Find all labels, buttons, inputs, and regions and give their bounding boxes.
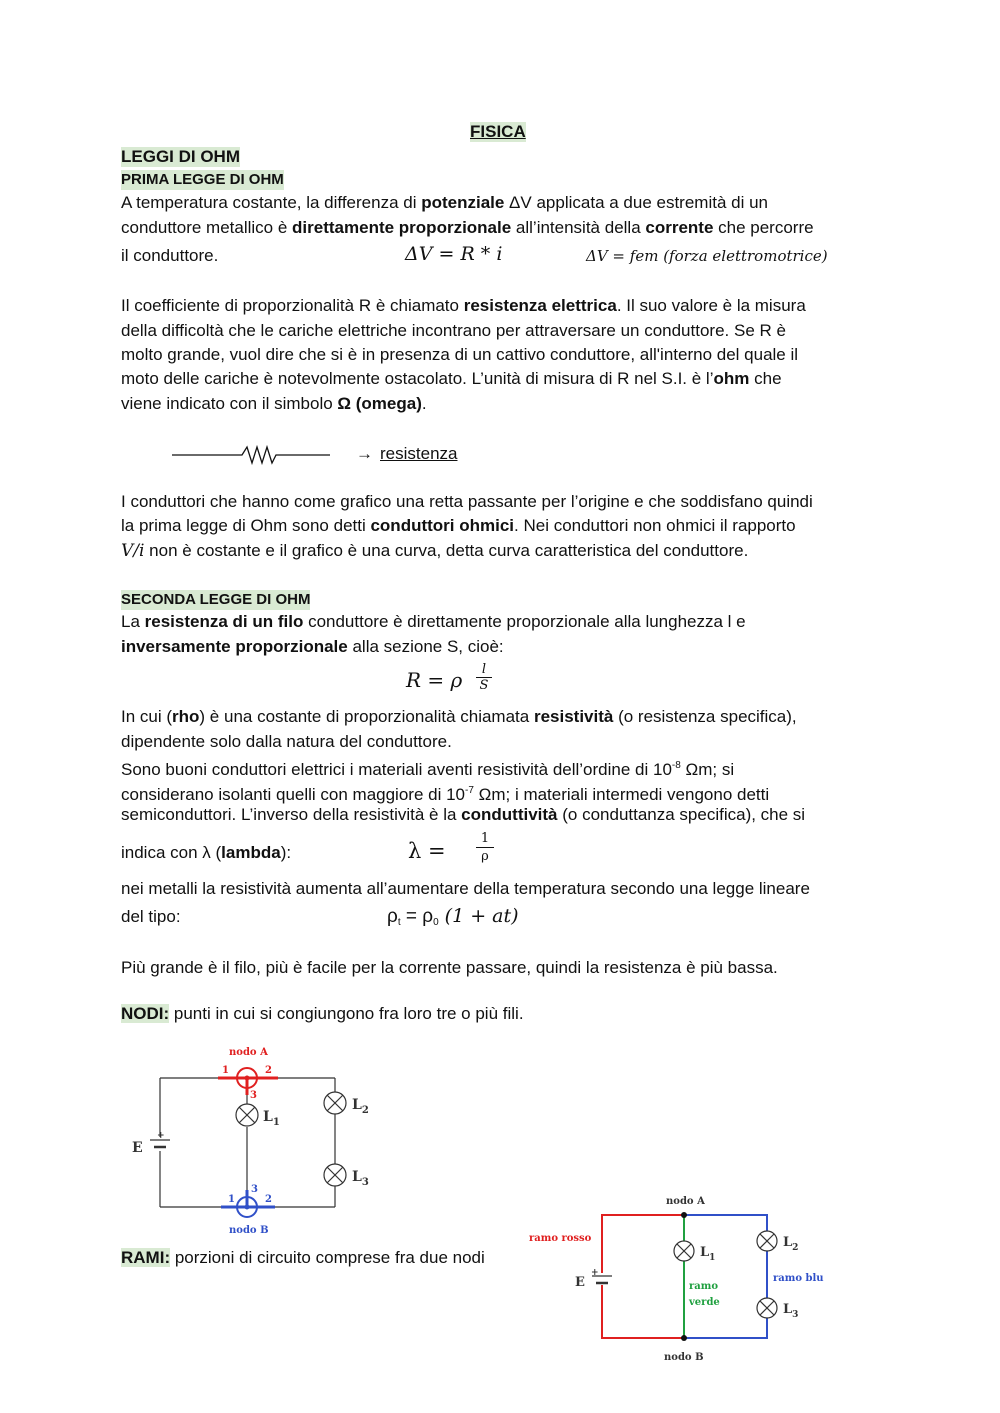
battery-icon bbox=[150, 1140, 170, 1147]
paragraph-line: il conduttore. bbox=[121, 246, 219, 265]
svg-text:1: 1 bbox=[222, 1065, 229, 1076]
svg-text:L3: $L_3$ bbox=[783, 1302, 799, 1320]
blue-branch bbox=[684, 1215, 767, 1338]
paragraph-line: indica con λ (lambda): bbox=[121, 843, 292, 862]
paragraph-line: Più grande è il filo, più è facile per la corrente passare, quindi la resistenza è più bassa. bbox=[121, 958, 778, 977]
lamp-icon-l3 bbox=[757, 1298, 777, 1318]
heading-leggi-di-ohm: LEGGI DI OHM bbox=[121, 147, 240, 166]
paragraph-line: conduttore metallico è direttamente proporzionale all’intensità della corrente che percorre bbox=[121, 218, 814, 237]
svg-text:L1: $L_1$ bbox=[263, 1109, 280, 1128]
circuit-diagram-nodes bbox=[125, 1040, 385, 1240]
paragraph-line: inversamente proporzionale alla sezione S, cioè: bbox=[121, 637, 504, 656]
svg-text:nodo A: nodo A bbox=[229, 1047, 268, 1058]
svg-text:nodo B: nodo B bbox=[229, 1225, 269, 1236]
paragraph-line: A temperatura costante, la differenza di potenziale ΔV applicata a due estremità di un bbox=[121, 193, 769, 212]
rami-definition: RAMI: porzioni di circuito comprese fra due nodi bbox=[121, 1248, 485, 1267]
formula-rho-temperature: $\rho_t = \rho_0$ (1 + at) bbox=[387, 905, 519, 928]
svg-text:L1: $L_1$ bbox=[700, 1245, 716, 1263]
svg-text:2: 2 bbox=[265, 1065, 272, 1076]
svg-text:verde: verde bbox=[689, 1297, 720, 1308]
svg-text:ramo rosso: ramo rosso bbox=[529, 1233, 592, 1244]
paragraph-line: della difficoltà che le cariche elettriche incontrano per attraversare un conduttore. Se R è bbox=[121, 321, 786, 340]
heading-seconda-legge: SECONDA LEGGE DI OHM bbox=[121, 591, 311, 608]
paragraph-line: viene indicato con il simbolo Ω (omega). bbox=[121, 394, 427, 413]
paragraph-line: moto delle cariche è notevolmente ostacolato. L’unità di misura di R nel S.I. è l’ohm che bbox=[121, 369, 782, 388]
svg-text:L2: $L_2$ bbox=[352, 1097, 369, 1116]
resistor-arrow: → bbox=[356, 444, 373, 463]
svg-text:ramo: ramo bbox=[689, 1281, 718, 1292]
svg-text:+: + bbox=[157, 1131, 165, 1141]
paragraph-line: In cui (rho) è una costante di proporzionalità chiamata resistività (o resistenza specifica), bbox=[121, 707, 797, 726]
formula-second-law bbox=[406, 668, 462, 693]
svg-text:E: E bbox=[132, 1140, 143, 1156]
circuit-diagram-branches bbox=[525, 1188, 840, 1368]
svg-text:E: E bbox=[575, 1275, 585, 1290]
svg-text:ramo blu: ramo blu bbox=[773, 1273, 824, 1284]
paragraph-line: V/i non è costante e il grafico è una curva, detta curva caratteristica del conduttore. bbox=[121, 541, 749, 561]
svg-text:2: 2 bbox=[265, 1194, 272, 1205]
svg-text:3: 3 bbox=[250, 1090, 257, 1101]
resistor-label: resistenza bbox=[380, 444, 458, 463]
paragraph-line: la prima legge di Ohm sono detti conduttori ohmici. Nei conduttori non ohmici il rapporto bbox=[121, 516, 796, 535]
paragraph-line: molto grande, vuol dire che si è in presenza di un cattivo conduttore, all'interno del quale il bbox=[121, 345, 799, 364]
svg-text:nodo B: nodo B bbox=[664, 1352, 704, 1363]
svg-text:1: 1 bbox=[228, 1194, 235, 1205]
paragraph-line: I conduttori che hanno come grafico una retta passante per l’origine e che soddisfano quindi bbox=[121, 492, 813, 511]
paragraph-line: Sono buoni conduttori elettrici i materiali aventi resistività dell’ordine di $10^{-8}$ Ωm; si bbox=[121, 760, 735, 779]
lamp-icon-l3 bbox=[324, 1164, 346, 1186]
lamp-icon-l2 bbox=[324, 1092, 346, 1114]
red-branch bbox=[602, 1215, 684, 1338]
nodi-definition: NODI: punti in cui si congiungono fra loro tre o più fili. bbox=[121, 1004, 524, 1023]
formula-lambda: λ = bbox=[408, 839, 446, 863]
lamp-icon-l1 bbox=[236, 1104, 258, 1126]
formula-fem: ΔV = fem (forza elettromotrice) bbox=[586, 247, 828, 265]
formula-lambda-fraction: $\frac{1}{\rho}$ bbox=[476, 830, 494, 865]
svg-text:nodo A: nodo A bbox=[666, 1196, 705, 1207]
lamp-icon-l1 bbox=[674, 1241, 694, 1261]
formula-second-law-fraction: $\frac{l}{S}$ bbox=[476, 662, 492, 693]
page-title: FISICA bbox=[470, 122, 526, 141]
formula-second-law-lhs: R = ρ bbox=[406, 668, 463, 692]
paragraph-line: Il coefficiente di proporzionalità R è chiamato resistenza elettrica. Il suo valore è la misura bbox=[121, 296, 806, 315]
svg-text:3: 3 bbox=[251, 1184, 258, 1195]
lamp-icon-l2 bbox=[757, 1231, 777, 1251]
paragraph-line: del tipo: bbox=[121, 907, 181, 926]
svg-text:L3: $L_3$ bbox=[352, 1169, 369, 1188]
paragraph-line: semiconduttori. L’inverso della resistività è la conduttività (o conduttanza specifica), che si bbox=[121, 805, 806, 824]
formula-ohm-first-law: ΔV = R * i bbox=[405, 243, 503, 265]
paragraph-line: nei metalli la resistività aumenta all’aumentare della temperatura secondo una legge lineare bbox=[121, 879, 810, 898]
paragraph-line: dipendente solo dalla natura del conduttore. bbox=[121, 732, 452, 751]
paragraph-line: La resistenza di un filo conduttore è direttamente proporzionale alla lunghezza l e bbox=[121, 612, 746, 631]
heading-prima-legge: PRIMA LEGGE DI OHM bbox=[121, 171, 284, 188]
svg-text:L2: $L_2$ bbox=[783, 1235, 799, 1253]
resistor-symbol bbox=[170, 440, 335, 470]
paragraph-line: considerano isolanti quelli con maggiore di $10^{-7}$ Ωm; i materiali intermedi vengono detti bbox=[121, 785, 770, 804]
svg-text:+: + bbox=[591, 1268, 599, 1278]
